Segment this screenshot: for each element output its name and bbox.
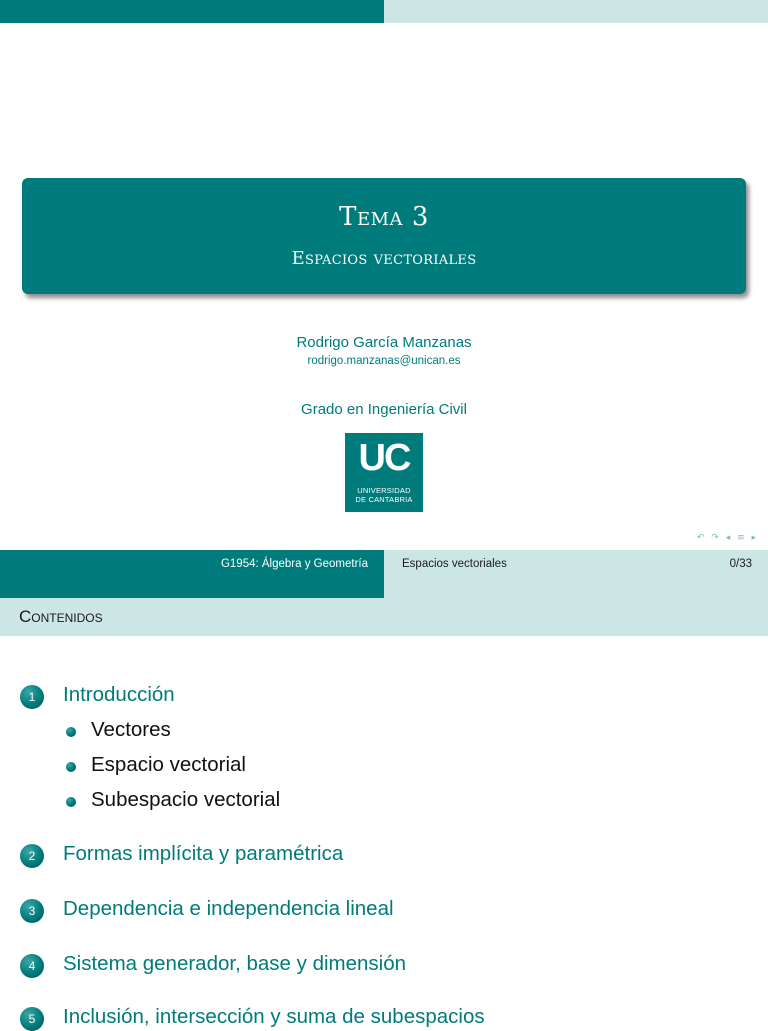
top-bar-right [384,0,768,23]
title-block [22,178,746,294]
section-number-badge: 5 [20,1007,44,1031]
author-email[interactable]: rodrigo.manzanas@unican.es [307,355,461,367]
footer-page-number: 0/33 [729,558,752,570]
top-bar-left [0,0,384,23]
section-label[interactable]: Sistema generador, base y dimensión [63,952,407,975]
footer-right [384,550,768,598]
section-label[interactable]: Introducción [63,683,175,706]
section-number-badge: 4 [20,954,44,978]
logo-line-2: DE CANTABRIA [355,495,413,504]
beamer-navigation-icons[interactable]: ↶ ↷ ◂ ≡ ▸ [696,533,758,543]
section-number-badge: 3 [20,899,44,923]
subsection-label[interactable]: Espacio vectorial [91,753,246,776]
slide-title: Tema 3 [339,202,429,232]
section-number-badge: 2 [20,844,44,868]
bullet-icon [66,762,76,772]
section-label[interactable]: Formas implícita y paramétrica [63,842,344,865]
contents-title: Contenidos [19,607,103,626]
university-logo [345,433,423,512]
author-name: Rodrigo García Manzanas [296,334,472,351]
logo-letters: UC [358,437,410,479]
bullet-icon [66,727,76,737]
subsection-label[interactable]: Subespacio vectorial [91,788,281,811]
section-label[interactable]: Inclusión, intersección y suma de subespacios [63,1005,485,1028]
contents-header [0,598,768,636]
logo-line-1: UNIVERSIDAD [357,486,411,495]
footer-topic: Espacios vectoriales [402,558,507,570]
subsection-label[interactable]: Vectores [91,718,171,741]
section-number-badge: 1 [20,685,44,709]
bullet-icon [66,797,76,807]
slide-subtitle: Espacios vectoriales [291,248,477,269]
footer-course: G1954: Álgebra y Geometría [220,558,368,570]
section-label[interactable]: Dependencia e independencia lineal [63,897,394,920]
footer-left [0,550,384,598]
degree-name: Grado en Ingeniería Civil [301,401,467,418]
